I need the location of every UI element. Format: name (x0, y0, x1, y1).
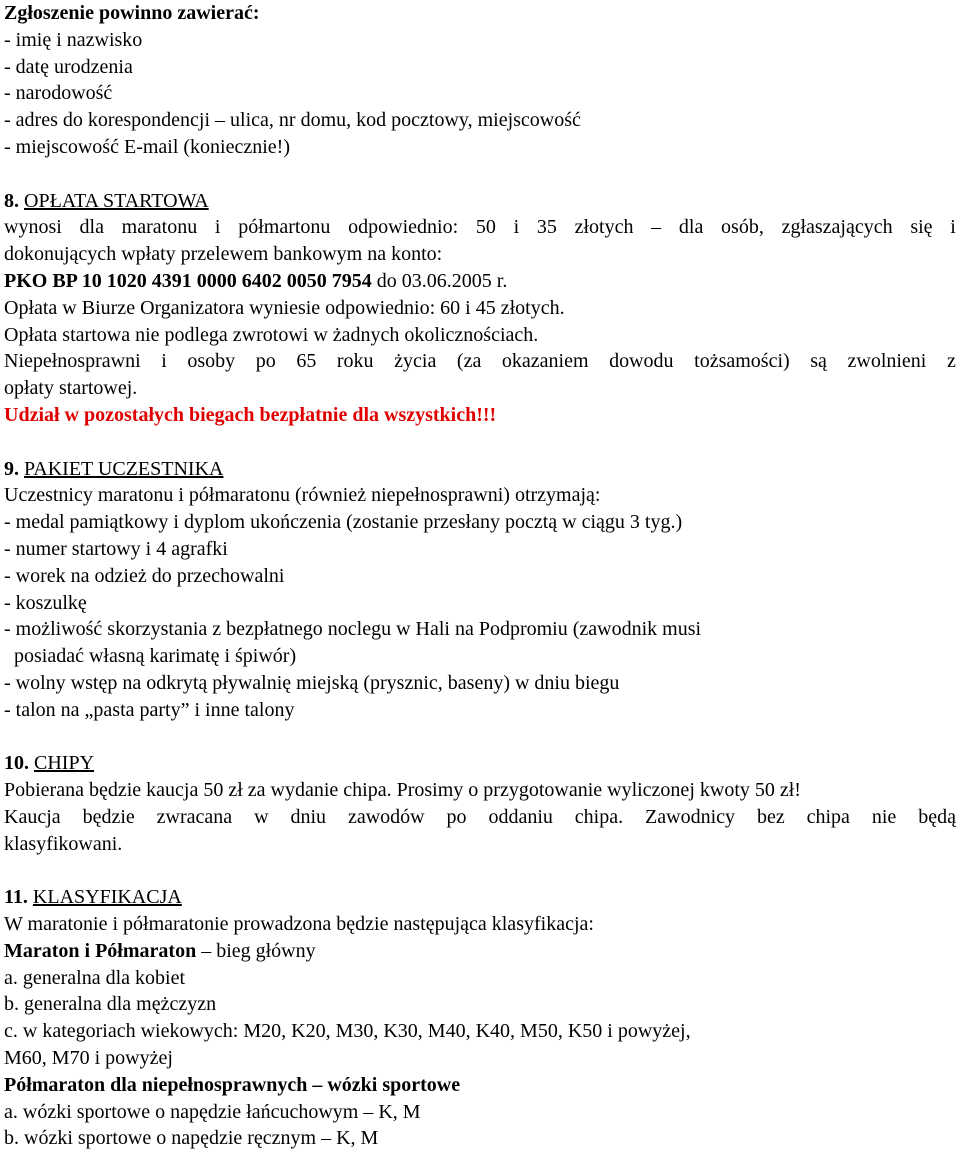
spacer (4, 161, 956, 188)
section-number: 11. (4, 886, 28, 909)
package-item: - talon na „pasta party” i inne talony (4, 698, 295, 721)
word: maratonu (121, 216, 198, 239)
word: i (513, 216, 520, 239)
classification-item: c. w kategoriach wiekowych: M20, K20, M30, K30, M40, K40, M50, K50 i powyżej, (4, 1020, 691, 1043)
classification-item-continuation: M60, M70 i powyżej (4, 1047, 173, 1070)
word: – (651, 216, 662, 239)
word: będą (918, 805, 956, 828)
word: roku (336, 350, 374, 373)
main-race-name: Maraton i Półmaraton (4, 939, 197, 962)
chip-return-line (4, 804, 956, 831)
word: i (950, 216, 956, 239)
word: są (810, 350, 827, 373)
requirement-item: - miejscowość E-mail (koniecznie!) (4, 135, 290, 158)
no-refund-note: Opłata startowa nie podlega zwrotowi w żadnych okolicznościach. (4, 323, 539, 346)
word: się (910, 216, 933, 239)
bank-account-number: PKO BP 10 1020 4391 0000 6402 0050 7954 (4, 269, 372, 292)
word: zwolnieni (847, 350, 927, 373)
word: po (255, 350, 276, 373)
section-8-heading (4, 188, 956, 215)
word: (za (456, 350, 482, 373)
section-title: OPŁATA STARTOWA (24, 189, 209, 212)
word: zwracana (156, 805, 233, 828)
requirement-item: - imię i nazwisko (4, 28, 143, 51)
word: 65 (296, 350, 317, 373)
requirements-heading: Zgłoszenie powinno zawierać: (4, 2, 260, 24)
free-participation-note: Udział w pozostałych biegach bezpłatnie dla wszystkich!!! (4, 403, 497, 426)
word: 50 (475, 216, 496, 239)
package-item: - wolny wstęp na odkrytą pływalnię miejską (prysznic, baseny) w dniu biegu (4, 671, 620, 694)
word: dowodu (609, 350, 674, 373)
requirement-item: - datę urodzenia (4, 55, 133, 78)
word: Niepełnosprawni (4, 350, 141, 373)
document-page (4, 0, 956, 1152)
word: odpowiednio: (348, 216, 459, 239)
package-intro: Uczestnicy maratonu i półmaratonu (również niepełnosprawni) otrzymają: (4, 484, 601, 507)
word: półmartonu (238, 216, 331, 239)
package-item: - worek na odzież do przechowalni (4, 564, 285, 587)
word: dniu (290, 805, 327, 828)
section-11-heading (4, 884, 956, 911)
fee-intro-line-1 (4, 214, 956, 241)
word: w (254, 805, 269, 828)
word: Zawodnicy (645, 805, 736, 828)
office-fee: Opłata w Biurze Organizatora wyniesie odpowiednio: 60 i 45 złotych. (4, 296, 565, 319)
word: i (214, 216, 221, 239)
chip-classification-note: klasyfikowani. (4, 832, 123, 855)
word: zgłaszających (781, 216, 893, 239)
word: osób, (721, 216, 764, 239)
spacer (4, 429, 956, 456)
chip-deposit: Pobierana będzie kaucja 50 zł za wydanie chipa. Prosimy o przygotowanie wyliczonej kwoty 50 zł! (4, 779, 801, 802)
word: oddaniu (488, 805, 553, 828)
section-number: 8. (4, 189, 19, 212)
section-title: PAKIET UCZESTNIKA (24, 457, 224, 480)
payment-deadline: do 03.06.2005 r. (371, 269, 508, 292)
bank-account-line (4, 268, 956, 295)
package-item-continuation: posiadać własną karimatę i śpiwór) (14, 645, 297, 668)
requirement-item: - narodowość (4, 82, 113, 105)
word: i (161, 350, 167, 373)
word: dla (79, 216, 104, 239)
fee-intro-line-2: dokonujących wpłaty przelewem bankowym na konto: (4, 243, 443, 266)
section-10-heading (4, 750, 956, 777)
main-race-heading (4, 938, 956, 965)
word: Kaucja (4, 805, 61, 828)
word: złotych (574, 216, 634, 239)
word: chipa. (574, 805, 624, 828)
word: chipa (806, 805, 850, 828)
word: będzie (82, 805, 135, 828)
wheelchair-item: b. wózki sportowe o napędzie ręcznym – K, M (4, 1127, 379, 1150)
spacer (4, 858, 956, 885)
word: nie (871, 805, 897, 828)
word: wynosi (4, 216, 62, 239)
classification-item: a. generalna dla kobiet (4, 966, 186, 989)
section-9-heading (4, 456, 956, 483)
main-race-type: – bieg główny (196, 939, 316, 962)
requirement-item: - adres do korespondencji – ulica, nr domu, kod pocztowy, miejscowość (4, 109, 581, 132)
word: zawodów (347, 805, 425, 828)
package-item: - numer startowy i 4 agrafki (4, 537, 228, 560)
wheelchair-item: a. wózki sportowe o napędzie łańcuchowym – K, M (4, 1100, 421, 1123)
disabled-exemption-line-2: opłaty startowej. (4, 377, 138, 400)
package-item: - koszulkę (4, 591, 87, 614)
disabled-exemption-line-1 (4, 348, 956, 375)
word: osoby (187, 350, 236, 373)
word: 35 (536, 216, 557, 239)
word: po (446, 805, 467, 828)
word: z (946, 350, 956, 373)
classification-item: b. generalna dla mężczyzn (4, 993, 217, 1016)
word: dla (678, 216, 704, 239)
word: bez (756, 805, 785, 828)
wheelchair-race-heading: Półmaraton dla niepełnosprawnych – wózki sportowe (4, 1073, 461, 1096)
word: tożsamości) (694, 350, 790, 373)
word: okazaniem (501, 350, 589, 373)
section-number: 9. (4, 457, 19, 480)
section-title: CHIPY (34, 752, 95, 775)
section-number: 10. (4, 752, 29, 775)
spacer (4, 724, 956, 751)
word: życia (394, 350, 437, 373)
section-title: KLASYFIKACJA (32, 886, 182, 909)
package-item: - medal pamiątkowy i dyplom ukończenia (zostanie przesłany pocztą w ciągu 3 tyg.) (4, 511, 683, 534)
classification-intro: W maratonie i półmaratonie prowadzona będzie następująca klasyfikacja: (4, 913, 594, 936)
package-item: - możliwość skorzystania z bezpłatnego noclegu w Hali na Podpromiu (zawodnik musi (4, 618, 702, 641)
